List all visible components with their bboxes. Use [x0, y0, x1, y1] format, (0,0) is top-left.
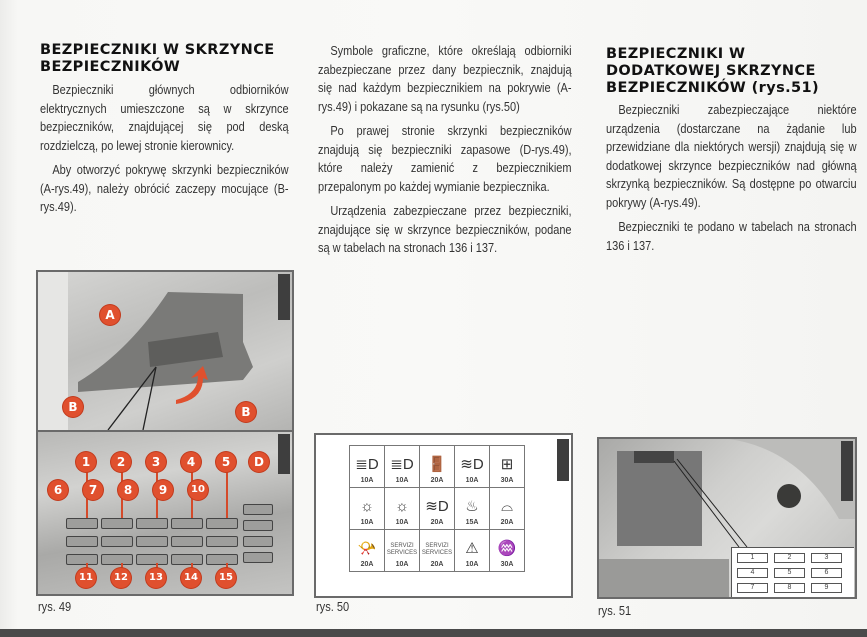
- figure-49-fusebox-photo: [36, 430, 294, 596]
- fuse-symbol-row: [350, 446, 525, 488]
- rear-defrost-icon: ♒: [497, 540, 517, 557]
- fuse-slot-9: 9: [811, 583, 842, 593]
- fuse-symbol-cell: [490, 488, 525, 530]
- left-paragraph-2: Aby otworzyć pokrywę skrzynki bezpieczników (A-rys.49), należy obrócić zaczepy mocujące (B-rys.49).: [40, 163, 289, 214]
- services-label: SERVIZI SERVICES: [386, 543, 418, 556]
- fuse: [66, 536, 98, 547]
- fuse-symbol-cell: [350, 488, 385, 530]
- fuse-amperage: 20A: [430, 477, 444, 484]
- fuse-symbol-cell: [490, 530, 525, 572]
- fuse-amperage: 20A: [360, 561, 374, 568]
- figure-code-tab: [278, 434, 290, 474]
- caption-rys-49: rys. 49: [38, 599, 72, 614]
- fuse-amperage: 30A: [500, 477, 514, 484]
- high-beam-icon: ≋D: [460, 456, 484, 473]
- marker-B-left: B: [63, 397, 83, 417]
- marker-3: 3: [146, 452, 166, 472]
- marker-11: 11: [76, 568, 96, 588]
- horn-icon: 📯: [357, 540, 377, 557]
- left-column: [40, 42, 290, 223]
- figure-51-extra-fusebox-photo: [597, 437, 857, 599]
- fuse: [101, 536, 133, 547]
- hazard-icon: ⚠: [465, 540, 479, 557]
- fuse-symbol-cell: [350, 530, 385, 572]
- marker-7: 7: [83, 480, 103, 500]
- fuse: [206, 554, 238, 565]
- spare-fuse: [243, 504, 273, 515]
- left-heading: BEZPIECZNIKI W SKRZYNCE BEZPIECZNIKÓW: [40, 42, 275, 75]
- fuse-symbol-cell: [455, 488, 490, 530]
- fuse-symbol-cell: [350, 446, 385, 488]
- spare-fuse: [243, 552, 273, 563]
- marker-1: 1: [76, 452, 96, 472]
- fuse-symbol-cell: [455, 446, 490, 488]
- fuse: [101, 554, 133, 565]
- middle-paragraph-1: Symbole graficzne, które określają odbiorniki zabezpieczane przez dany bezpiecznik, znajdują się nad każdym bezpiecznikiem na pokrywie (A-rys.49) i pokazane są na rysunku (rys.50): [318, 44, 572, 114]
- door-lock-icon: 🚪: [427, 456, 447, 473]
- fuse: [171, 518, 203, 529]
- side-lights-icon: ☼: [395, 498, 409, 515]
- fuse-amperage: 20A: [430, 519, 444, 526]
- marker-A: A: [100, 305, 120, 325]
- fuse: [171, 554, 203, 565]
- spare-fuse: [243, 536, 273, 547]
- side-lights-icon: ☼: [360, 498, 374, 515]
- fuse-amperage: 10A: [395, 561, 409, 568]
- middle-column: [318, 42, 573, 264]
- fuse-symbol-row: [350, 488, 525, 530]
- services-label: SERVIZI SERVICES: [421, 543, 453, 556]
- fuse-slot-5: 5: [774, 568, 805, 578]
- fuse: [136, 518, 168, 529]
- high-beam-icon: ≋D: [425, 498, 449, 515]
- figure-49-cover-photo: [36, 270, 294, 432]
- right-paragraph-1: Bezpieczniki zabezpieczające niektóre urządzenia (dostarczane na żądanie lub przewidziane dla niektórych wersji) znajdują się w dodatkowej skrzynce bezpieczników nad główną skrzynką bezpieczników. Są dostępne po otwarciu pokrywy (A-rys.49).: [606, 103, 857, 210]
- fuse-symbol-cell: [490, 446, 525, 488]
- fuse-symbol-table: [349, 445, 525, 572]
- viewer-bottom-bar: [0, 629, 867, 637]
- fuse: [136, 536, 168, 547]
- figure-code-tab: [278, 274, 290, 320]
- marker-4: 4: [181, 452, 201, 472]
- figure-code-tab: [557, 439, 569, 481]
- low-beam-icon: ≣D: [355, 456, 379, 473]
- marker-14: 14: [181, 568, 201, 588]
- figure-50-fuse-symbols: [314, 433, 573, 598]
- fuse-slot-3: 3: [811, 553, 842, 563]
- figure-code-tab: [841, 441, 853, 501]
- fuse-slot-2: 2: [774, 553, 805, 563]
- fuse-amperage: 10A: [360, 519, 374, 526]
- fuse-amperage: 10A: [395, 477, 409, 484]
- fuse: [66, 554, 98, 565]
- caption-rys-51: rys. 51: [598, 603, 632, 618]
- right-heading: BEZPIECZNIKI W DODATKOWEJ SKRZYNCE BEZPIECZNIKÓW (rys.51): [606, 46, 820, 96]
- fuse: [136, 554, 168, 565]
- fuse-symbol-row: [350, 530, 525, 572]
- fuse-symbol-cell: [385, 530, 420, 572]
- marker-10: 10: [188, 480, 208, 500]
- middle-paragraph-3: Urządzenia zabezpieczane przez bezpieczniki, znajdujące się w skrzynce bezpieczników, podane są w tabelach na stronach 136 i 137.: [318, 204, 572, 255]
- fuse-amperage: 20A: [500, 519, 514, 526]
- wiper-icon: ⌓: [501, 498, 513, 515]
- marker-8: 8: [118, 480, 138, 500]
- left-paragraph-1: Bezpieczniki głównych odbiorników elektrycznych umieszczone są w skrzynce bezpieczników, znajdującej się pod deską rozdzielczą, po lewej stronie kierownicy.: [40, 83, 289, 153]
- fuse-slot-8: 8: [774, 583, 805, 593]
- low-beam-icon: ≣D: [390, 456, 414, 473]
- marker-13: 13: [146, 568, 166, 588]
- right-paragraph-2: Bezpieczniki te podano w tabelach na stronach 136 i 137.: [606, 220, 857, 253]
- marker-5: 5: [216, 452, 236, 472]
- fuse-symbol-cell: [420, 530, 455, 572]
- marker-12: 12: [111, 568, 131, 588]
- cigar-lighter-icon: ♨: [465, 498, 479, 515]
- fuse-slot-7: 7: [737, 583, 768, 593]
- fuse-slot-6: 6: [811, 568, 842, 578]
- fuse-symbol-cell: [420, 446, 455, 488]
- fuse: [66, 518, 98, 529]
- fuse-symbol-cell: [455, 530, 490, 572]
- fuse-symbol-cell: [385, 446, 420, 488]
- fuse: [101, 518, 133, 529]
- fuse-amperage: 30A: [500, 561, 514, 568]
- marker-2: 2: [111, 452, 131, 472]
- marker-B-right: B: [236, 402, 256, 422]
- caption-rys-50: rys. 50: [316, 599, 350, 614]
- right-column: [606, 46, 858, 261]
- marker-15: 15: [216, 568, 236, 588]
- fuse-symbol-cell: [420, 488, 455, 530]
- fuse-amperage: 10A: [465, 477, 479, 484]
- fuse-amperage: 20A: [430, 561, 444, 568]
- fuse: [206, 518, 238, 529]
- marker-9: 9: [153, 480, 173, 500]
- fuse-slot-4: 4: [737, 568, 768, 578]
- extra-fuse-grid: [731, 547, 854, 598]
- fuse-amperage: 15A: [465, 519, 479, 526]
- middle-paragraph-2: Po prawej stronie skrzynki bezpieczników znajdują się bezpieczniki zapasowe (D-rys.49), które należy zamienić z bezpiecznikiem przepalonym po każdej wymianie bezpiecznika.: [318, 124, 572, 194]
- fuse: [206, 536, 238, 547]
- rear-window-icon: ⊞: [500, 456, 514, 473]
- marker-D: D: [249, 452, 269, 472]
- fuse-amperage: 10A: [395, 519, 409, 526]
- fuse-slot-1: 1: [737, 553, 768, 563]
- fuse-amperage: 10A: [465, 561, 479, 568]
- marker-6: 6: [48, 480, 68, 500]
- spare-fuse: [243, 520, 273, 531]
- fuse-symbol-cell: [385, 488, 420, 530]
- fuse: [171, 536, 203, 547]
- fuse-amperage: 10A: [360, 477, 374, 484]
